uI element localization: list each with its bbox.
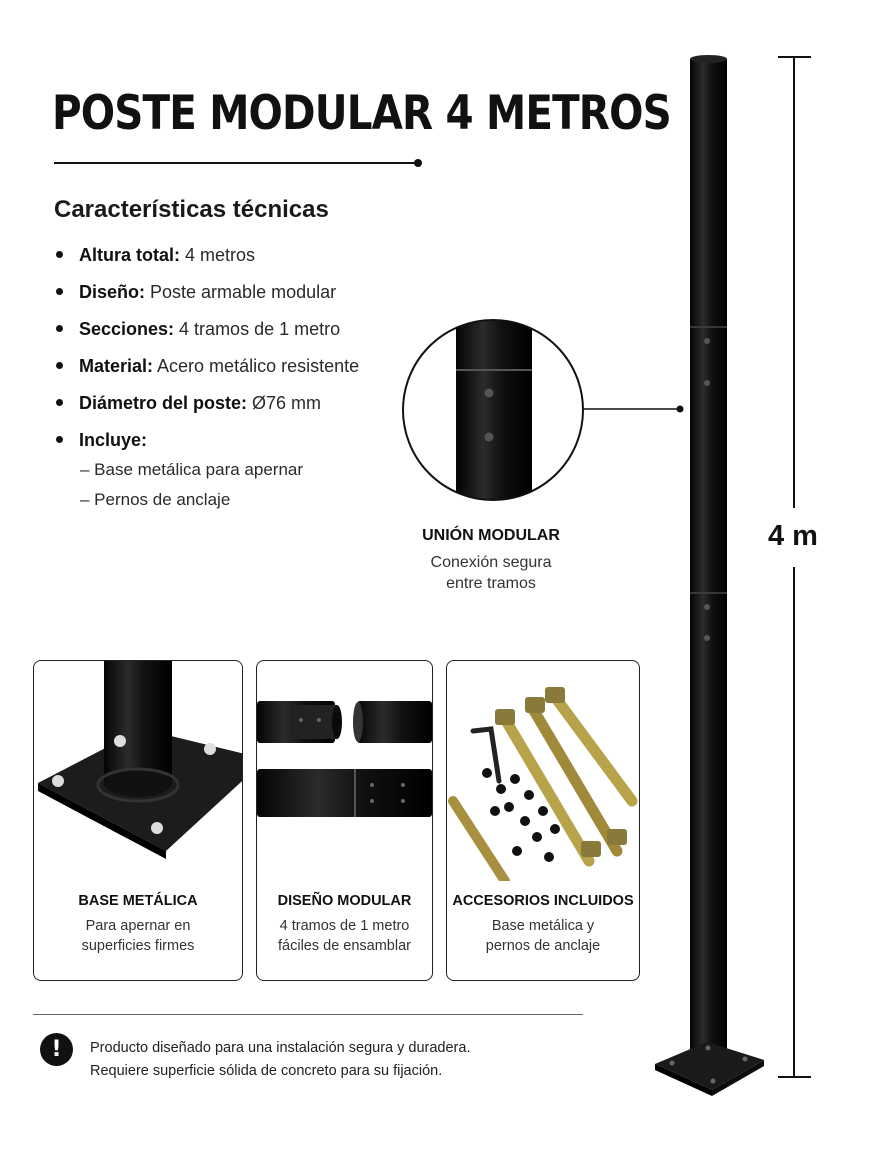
spec-label: Secciones: bbox=[79, 319, 175, 339]
spec-label: Diámetro del poste: bbox=[79, 393, 248, 413]
spec-label: Altura total: bbox=[79, 245, 180, 265]
pole-base-plate bbox=[655, 1042, 764, 1096]
footer-divider bbox=[33, 1014, 583, 1015]
spec-label: Incluye: bbox=[79, 430, 148, 450]
spec-value: Acero metálico resistente bbox=[153, 356, 360, 376]
spec-value: Ø76 mm bbox=[247, 393, 322, 413]
card-line: superficies firmes bbox=[81, 938, 195, 954]
height-label: 4 m bbox=[768, 520, 818, 552]
callout-line: Conexión segura bbox=[430, 554, 552, 571]
anchor-bolts-image bbox=[447, 661, 639, 881]
card-description bbox=[447, 916, 639, 956]
exclamation-icon: ! bbox=[40, 1033, 73, 1066]
page-title: POSTE MODULAR 4 METROS bbox=[52, 86, 671, 141]
spec-label: Diseño: bbox=[79, 282, 146, 302]
height-dimension-line bbox=[778, 57, 811, 1077]
includes-item-base: – Base metálica para apernar bbox=[80, 460, 304, 479]
card-description bbox=[34, 916, 242, 956]
spec-value: Poste armable modular bbox=[145, 282, 337, 302]
card-line: Base metálica y bbox=[491, 918, 595, 934]
footer-line: Producto diseñado para una instalación segura y duradera. bbox=[90, 1040, 471, 1056]
card-line: fáciles de ensamblar bbox=[278, 938, 411, 954]
card-title: DISEÑO MODULAR bbox=[277, 893, 412, 909]
spec-value: 4 metros bbox=[180, 245, 256, 265]
base-plate-image bbox=[34, 661, 242, 881]
card-title: ACCESORIOS INCLUIDOS bbox=[452, 893, 634, 909]
card-line: 4 tramos de 1 metro bbox=[279, 918, 410, 934]
card-line: Para apernar en bbox=[85, 918, 191, 934]
pole bbox=[690, 55, 727, 1059]
footer-line: Requiere superficie sólida de concreto para su fijación. bbox=[90, 1063, 443, 1079]
modular-sections-image bbox=[257, 661, 432, 881]
card-diseno-modular bbox=[256, 660, 433, 981]
modular-joint-zoom bbox=[403, 310, 583, 518]
card-base-metalica bbox=[33, 660, 243, 981]
card-title: BASE METÁLICA bbox=[78, 893, 198, 909]
specs-heading: Características técnicas bbox=[54, 196, 329, 223]
spec-value: 4 tramos de 1 metro bbox=[174, 319, 341, 339]
callout-line: entre tramos bbox=[446, 575, 536, 592]
callout-title: UNIÓN MODULAR bbox=[422, 527, 560, 544]
card-line: pernos de anclaje bbox=[485, 938, 601, 954]
spec-label: Material: bbox=[79, 356, 154, 376]
callout-description bbox=[404, 552, 578, 594]
card-accesorios-incluidos bbox=[446, 660, 640, 981]
includes-item-bolts: – Pernos de anclaje bbox=[80, 490, 231, 509]
callout-connector bbox=[584, 406, 684, 413]
card-description bbox=[257, 916, 432, 956]
footer-note bbox=[90, 1037, 470, 1083]
